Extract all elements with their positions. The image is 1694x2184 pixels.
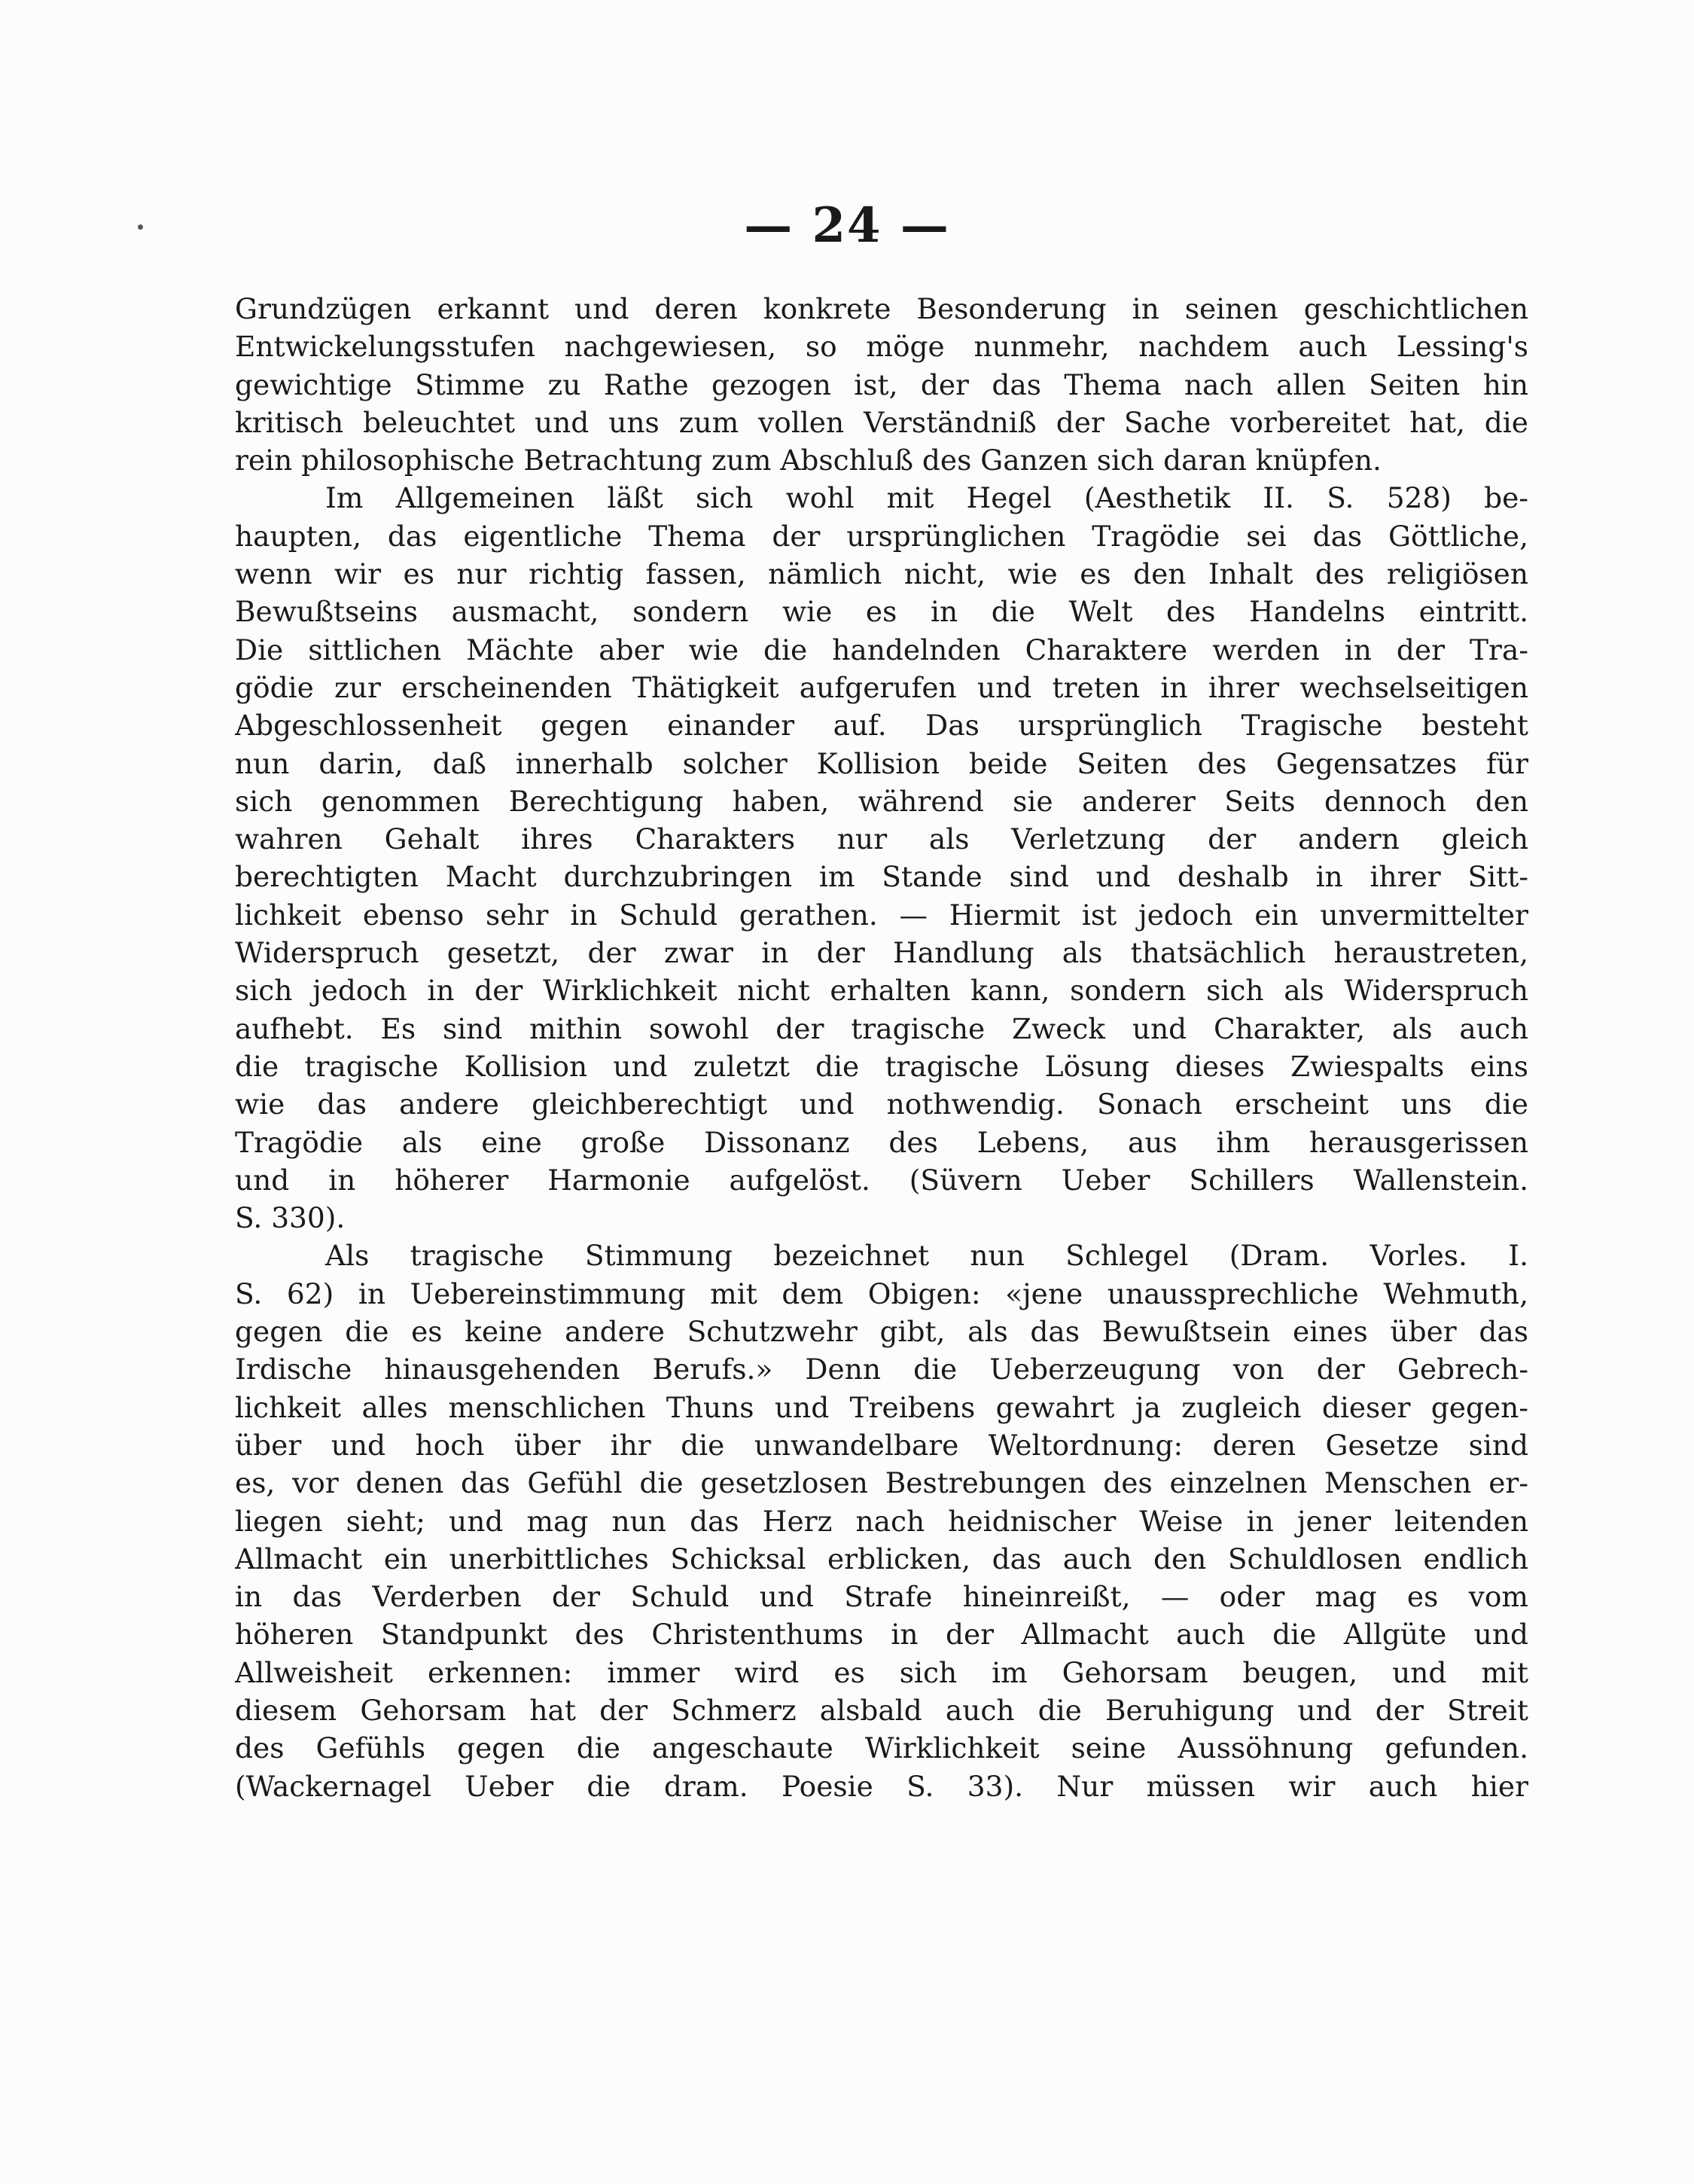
text-line: Tragödie als eine große Dissonanz des Lebens, aus ihm herausgerissen <box>235 1125 1528 1159</box>
text-line: gewichtige Stimme zu Rathe gezogen ist, der das Thema nach allen Seiten hin <box>235 368 1528 401</box>
text-line: Bewußtseins ausmacht, sondern wie es in die Welt des Handelns eintritt. <box>235 595 1528 629</box>
text-line: sich genommen Berechtigung haben, während sie anderer Seits dennoch den <box>235 784 1528 818</box>
text-line: aufhebt. Es sind mithin sowohl der tragische Zweck und Charakter, als auch <box>235 1011 1528 1045</box>
text-line: Im Allgemeinen läßt sich wohl mit Hegel (Aesthetik II. S. 528) be- <box>325 481 1528 515</box>
text-line: diesem Gehorsam hat der Schmerz alsbald auch die Beruhigung und der Streit <box>235 1693 1528 1727</box>
text-line: liegen sieht; und mag nun das Herz nach heidnischer Weise in jener leitenden <box>235 1504 1528 1538</box>
text-line: gegen die es keine andere Schutzwehr gibt, als das Bewußtsein eines über das <box>235 1315 1528 1349</box>
text-line: Irdische hinausgehenden Berufs.» Denn die Ueberzeugung von der Gebrech- <box>235 1353 1528 1386</box>
text-line: S. 330). <box>235 1201 346 1235</box>
text-line: Entwickelungsstufen nachgewiesen, so möge nunmehr, nachdem auch Lessing's <box>235 330 1528 364</box>
text-line: S. 62) in Uebereinstimmung mit dem Obigen: «jene unaussprechliche Wehmuth, <box>235 1277 1528 1310</box>
text-line: rein philosophische Betrachtung zum Abschluß des Ganzen sich daran knüpfen. <box>235 444 1382 477</box>
text-line: in das Verderben der Schuld und Strafe hineinreißt, — oder mag es vom <box>235 1580 1528 1614</box>
text-line: es, vor denen das Gefühl die gesetzlosen Bestrebungen des einzelnen Menschen er- <box>235 1466 1528 1500</box>
text-line: Widerspruch gesetzt, der zwar in der Handlung als thatsächlich heraustreten, <box>235 936 1528 970</box>
text-line: Abgeschlossenheit gegen einander auf. Das ursprünglich Tragische besteht <box>235 709 1528 743</box>
text-line: lichkeit ebenso sehr in Schuld gerathen. — Hiermit ist jedoch ein unvermittelter <box>235 898 1528 932</box>
text-line: und in höherer Harmonie aufgelöst. (Süvern Ueber Schillers Wallenstein. <box>235 1163 1528 1197</box>
text-line: des Gefühls gegen die angeschaute Wirklichkeit seine Aussöhnung gefunden. <box>235 1731 1528 1765</box>
text-line: gödie zur erscheinenden Thätigkeit aufgerufen und treten in ihrer wechselseitigen <box>235 670 1528 704</box>
text-line: Als tragische Stimmung bezeichnet nun Schlegel (Dram. Vorles. I. <box>325 1239 1528 1273</box>
text-line: nun darin, daß innerhalb solcher Kollision beide Seiten des Gegensatzes für <box>235 746 1528 780</box>
text-line: wenn wir es nur richtig fassen, nämlich nicht, wie es den Inhalt des religiösen <box>235 557 1528 591</box>
paragraph-2 <box>235 479 1528 1237</box>
text-line: wie das andere gleichberechtigt und nothwendig. Sonach erscheint uns die <box>235 1087 1528 1121</box>
text-line: sich jedoch in der Wirklichkeit nicht erhalten kann, sondern sich als Widerspruch <box>235 974 1528 1008</box>
text-line: Grundzügen erkannt und deren konkrete Besonderung in seinen geschichtlichen <box>235 292 1528 325</box>
text-line: wahren Gehalt ihres Charakters nur als Verletzung der andern gleich <box>235 822 1528 856</box>
text-line: berechtigten Macht durchzubringen im Stande sind und deshalb in ihrer Sitt- <box>235 860 1528 894</box>
text-line: haupten, das eigentliche Thema der ursprünglichen Tragödie sei das Göttliche, <box>235 519 1528 553</box>
text-line: Die sittlichen Mächte aber wie die handelnden Charaktere werden in der Tra- <box>235 633 1528 666</box>
text-line: kritisch beleuchtet und uns zum vollen Verständniß der Sache vorbereitet hat, die <box>235 405 1528 439</box>
text-line: Allweisheit erkennen: immer wird es sich im Gehorsam beugen, und mit <box>235 1655 1528 1689</box>
text-line: Allmacht ein unerbittliches Schicksal erblicken, das auch den Schuldlosen endlich <box>235 1542 1528 1575</box>
paragraph-3 <box>235 1237 1528 1804</box>
paragraph-1 <box>235 290 1528 479</box>
body-text <box>235 290 1528 1805</box>
text-line: (Wackernagel Ueber die dram. Poesie S. 33). Nur müssen wir auch hier <box>235 1769 1528 1803</box>
page-number: — 24 — <box>744 197 950 254</box>
text-line: lichkeit alles menschlichen Thuns und Treibens gewahrt ja zugleich dieser gegen- <box>235 1390 1528 1424</box>
text-line: die tragische Kollision und zuletzt die tragische Lösung dieses Zwiespalts eins <box>235 1049 1528 1083</box>
text-line: höheren Standpunkt des Christenthums in der Allmacht auch die Allgüte und <box>235 1618 1528 1652</box>
text-line: über und hoch über ihr die unwandelbare Weltordnung: deren Gesetze sind <box>235 1428 1528 1462</box>
